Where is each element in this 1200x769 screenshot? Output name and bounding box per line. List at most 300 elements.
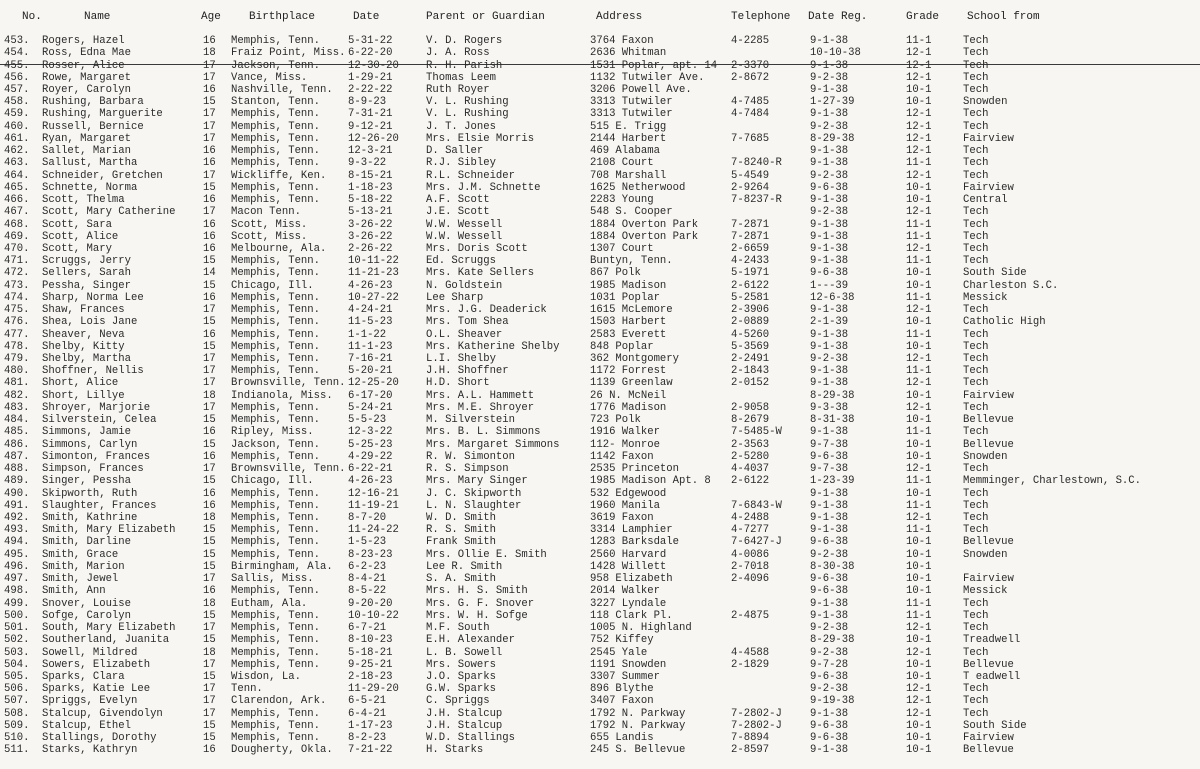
cell-date: 2-18-23 [348, 671, 393, 683]
cell-date: 11-24-22 [348, 524, 399, 537]
cell-school-from: Tech [963, 59, 989, 72]
table-row [0, 219, 1200, 231]
cell-parent: Mrs. J.M. Schnette [426, 181, 541, 194]
cell-name: Short, Lillye [42, 389, 125, 402]
cell-parent: Mrs. Ollie E. Smith [426, 548, 547, 561]
cell-date: 11-1-23 [348, 340, 393, 353]
cell-address: 708 Marshall [590, 169, 667, 182]
cell-grade: 11-1 [906, 499, 932, 512]
cell-address: 1916 Walker [590, 426, 660, 439]
cell-school-from: Snowden [963, 450, 1008, 463]
cell-birthplace: Memphis, Tenn. [231, 316, 321, 329]
cell-date-reg: 9-1-38 [810, 512, 849, 524]
cell-no: 459. [4, 108, 30, 121]
cell-date: 5-31-22 [348, 35, 393, 47]
cell-grade: 10-1 [906, 744, 932, 757]
cell-date: 11-29-20 [348, 683, 399, 696]
cell-no: 484. [4, 414, 30, 427]
cell-name: Russell, Bernice [42, 120, 144, 133]
cell-address: 532 Edgewood [590, 487, 667, 500]
cell-school-from: Snowden [963, 548, 1008, 561]
cell-grade: 12-1 [906, 145, 932, 158]
cell-name: Stallings, Dorothy [42, 732, 157, 745]
cell-date-reg: 9-19-38 [810, 695, 855, 708]
header-age: Age [201, 11, 221, 23]
header-telephone: Telephone [731, 11, 791, 23]
cell-school-from: Tech [963, 365, 989, 378]
cell-address: 2283 Young [590, 194, 654, 206]
cell-parent: N. Goldstein [426, 279, 503, 292]
cell-telephone: 7-2802-J [731, 707, 782, 720]
cell-grade: 10-1 [906, 316, 932, 329]
cell-date: 4-26-23 [348, 279, 393, 292]
cell-grade: 11-1 [906, 475, 932, 488]
cell-parent: A.F. Scott [426, 194, 490, 206]
cell-no: 507. [4, 695, 30, 708]
cell-date-reg: 9-6-38 [810, 719, 849, 732]
cell-parent: Mrs. Tom Shea [426, 316, 509, 329]
table-row [0, 634, 1200, 646]
cell-parent: Mrs. G. F. Snover [426, 597, 535, 610]
cell-no: 489. [4, 475, 30, 488]
cell-age: 17 [203, 573, 216, 586]
cell-school-from: Messick [963, 585, 1008, 598]
cell-date-reg: 9-1-38 [810, 83, 849, 96]
cell-date-reg: 9-1-38 [810, 218, 849, 231]
cell-name: Scott, Sara [42, 218, 112, 231]
cell-age: 15 [203, 181, 216, 194]
cell-age: 18 [203, 389, 216, 402]
cell-grade: 12-1 [906, 71, 932, 84]
cell-school-from: Tech [963, 353, 989, 365]
cell-birthplace: Memphis, Tenn. [231, 512, 321, 524]
cell-address: 3314 Lamphier [590, 524, 673, 537]
cell-date-reg: 9-1-38 [810, 328, 849, 341]
table-row [0, 255, 1200, 267]
cell-date-reg: 9-6-38 [810, 450, 849, 463]
table-row [0, 683, 1200, 695]
cell-no: 494. [4, 536, 30, 549]
cell-school-from: Bellevue [963, 744, 1014, 757]
cell-date: 1-5-23 [348, 536, 387, 549]
cell-parent: Mrs. A.L. Hammett [426, 389, 535, 402]
cell-date-reg: 9-7-38 [810, 463, 849, 476]
cell-grade: 12-1 [906, 646, 932, 659]
cell-parent: Mrs. Kate Sellers [426, 267, 535, 280]
table-row [0, 194, 1200, 206]
cell-name: Smith, Marion [42, 560, 125, 573]
cell-date: 8-5-22 [348, 585, 387, 598]
cell-grade: 10-1 [906, 732, 932, 745]
cell-parent: Mrs. Katherine Shelby [426, 340, 560, 353]
cell-birthplace: Memphis, Tenn. [231, 524, 321, 537]
cell-address: 958 Elizabeth [590, 573, 673, 586]
cell-school-from: Tech [963, 609, 989, 622]
cell-name: Shoffner, Nellis [42, 365, 144, 378]
cell-address: 3307 Summer [590, 671, 660, 683]
cell-school-from: Tech [963, 108, 989, 121]
cell-name: Skipworth, Ruth [42, 487, 138, 500]
cell-grade: 12-1 [906, 132, 932, 145]
cell-parent: E.H. Alexander [426, 634, 516, 647]
cell-birthplace: Memphis, Tenn. [231, 267, 321, 280]
cell-age: 15 [203, 548, 216, 561]
cell-date-reg: 9-6-38 [810, 536, 849, 549]
cell-address: 1884 Overton Park [590, 230, 699, 243]
cell-name: Rushing, Barbara [42, 96, 144, 109]
cell-birthplace: Memphis, Tenn. [231, 732, 321, 745]
cell-address: 1985 Madison [590, 279, 667, 292]
cell-age: 16 [203, 157, 216, 170]
cell-date-reg: 9-1-38 [810, 499, 849, 512]
cell-address: 1792 N. Parkway [590, 719, 686, 732]
cell-age: 17 [203, 353, 216, 365]
cell-date-reg: 8-29-38 [810, 634, 855, 647]
cell-address: 1191 Snowden [590, 658, 667, 671]
cell-parent: R.J. Sibley [426, 157, 496, 170]
cell-date: 6-17-20 [348, 389, 393, 402]
cell-name: Ryan, Margaret [42, 132, 132, 145]
cell-name: Royer, Carolyn [42, 83, 132, 96]
cell-parent: V. L. Rushing [426, 96, 509, 109]
table-row [0, 170, 1200, 182]
cell-grade: 11-1 [906, 35, 932, 47]
table-row [0, 622, 1200, 634]
table-row [0, 47, 1200, 59]
cell-no: 471. [4, 255, 30, 268]
cell-parent: R. W. Simonton [426, 450, 516, 463]
cell-age: 15 [203, 438, 216, 451]
cell-name: Pessha, Singer [42, 279, 132, 292]
cell-school-from: Tech [963, 206, 989, 219]
cell-name: Sowers, Elizabeth [42, 658, 151, 671]
cell-name: Shelby, Kitty [42, 340, 125, 353]
cell-date: 3-26-22 [348, 230, 393, 243]
cell-name: Sheaver, Neva [42, 328, 125, 341]
cell-telephone: 7-2871 [731, 230, 770, 243]
cell-age: 17 [203, 59, 216, 72]
cell-parent: W.W. Wessell [426, 230, 503, 243]
cell-birthplace: Memphis, Tenn. [231, 707, 321, 720]
cell-grade: 10-1 [906, 573, 932, 586]
table-row [0, 182, 1200, 194]
cell-parent: S. A. Smith [426, 573, 496, 586]
cell-grade: 10-1 [906, 536, 932, 549]
cell-birthplace: Memphis, Tenn. [231, 194, 321, 206]
cell-date-reg: 9-6-38 [810, 267, 849, 280]
cell-school-from: Tech [963, 120, 989, 133]
cell-date-reg: 1-23-39 [810, 475, 855, 488]
cell-date-reg: 12-6-38 [810, 291, 855, 304]
cell-birthplace: Vance, Miss. [231, 71, 308, 84]
table-row [0, 426, 1200, 438]
table-row [0, 35, 1200, 47]
cell-age: 16 [203, 499, 216, 512]
cell-age: 15 [203, 536, 216, 549]
cell-date-reg: 9-1-38 [810, 744, 849, 757]
cell-parent: R. S. Simpson [426, 463, 509, 476]
cell-date-reg: 9-1-38 [810, 365, 849, 378]
cell-school-from: Messick [963, 291, 1008, 304]
cell-school-from: Tech [963, 47, 989, 60]
cell-name: Shroyer, Marjorie [42, 401, 151, 414]
cell-no: 476. [4, 316, 30, 329]
table-row [0, 561, 1200, 573]
cell-school-from: Tech [963, 622, 989, 634]
cell-age: 16 [203, 218, 216, 231]
table-row [0, 157, 1200, 169]
cell-name: Silverstein, Celea [42, 414, 157, 427]
cell-name: Shaw, Frances [42, 304, 125, 317]
cell-address: 1307 Court [590, 242, 654, 255]
cell-telephone: 2-6122 [731, 475, 770, 488]
cell-name: Sparks, Clara [42, 671, 125, 683]
cell-grade: 11-1 [906, 157, 932, 170]
cell-date-reg: 9-6-38 [810, 573, 849, 586]
cell-birthplace: Wisdon, La. [231, 671, 301, 683]
cell-date: 6-22-21 [348, 463, 393, 476]
cell-name: Scruggs, Jerry [42, 255, 132, 268]
cell-telephone: 2-1843 [731, 365, 770, 378]
cell-age: 16 [203, 83, 216, 96]
table-row [0, 488, 1200, 500]
cell-date: 11-21-23 [348, 267, 399, 280]
cell-parent: H. Starks [426, 744, 484, 757]
cell-parent: Mrs. H. S. Smith [426, 585, 528, 598]
table-row [0, 512, 1200, 524]
cell-no: 473. [4, 279, 30, 292]
cell-no: 468. [4, 218, 30, 231]
cell-grade: 12-1 [906, 47, 932, 60]
cell-no: 510. [4, 732, 30, 745]
cell-address: 1428 Willett [590, 560, 667, 573]
cell-date: 9-12-21 [348, 120, 393, 133]
table-row [0, 585, 1200, 597]
cell-telephone: 2-0889 [731, 316, 770, 329]
cell-age: 16 [203, 487, 216, 500]
cell-parent: Mrs. Sowers [426, 658, 496, 671]
cell-grade: 12-1 [906, 59, 932, 72]
cell-school-from: Memminger, Charlestown, S.C. [963, 475, 1142, 488]
cell-telephone: 4-7485 [731, 96, 770, 109]
cell-telephone: 4-7277 [731, 524, 770, 537]
cell-birthplace: Memphis, Tenn. [231, 108, 321, 121]
cell-telephone: 7-2871 [731, 218, 770, 231]
cell-date-reg: 9-2-38 [810, 683, 849, 696]
cell-age: 16 [203, 242, 216, 255]
table-row [0, 414, 1200, 426]
cell-birthplace: Memphis, Tenn. [231, 353, 321, 365]
cell-age: 15 [203, 475, 216, 488]
cell-name: Scott, Mary [42, 242, 112, 255]
cell-parent: H.D. Short [426, 377, 490, 390]
cell-name: Spriggs, Evelyn [42, 695, 138, 708]
cell-age: 17 [203, 169, 216, 182]
cell-name: Smith, Mary Elizabeth [42, 524, 176, 537]
cell-telephone: 8-2679 [731, 414, 770, 427]
cell-address: 3619 Faxon [590, 512, 654, 524]
table-row [0, 524, 1200, 536]
cell-no: 472. [4, 267, 30, 280]
cell-address: 245 S. Bellevue [590, 744, 686, 757]
cell-grade: 10-1 [906, 585, 932, 598]
cell-address: 848 Poplar [590, 340, 654, 353]
cell-parent: Thomas Leem [426, 71, 496, 84]
cell-date-reg: 10-10-38 [810, 47, 861, 60]
cell-grade: 12-1 [906, 695, 932, 708]
cell-address: 867 Polk [590, 267, 641, 280]
cell-grade: 12-1 [906, 622, 932, 634]
table-row [0, 341, 1200, 353]
cell-telephone: 4-2433 [731, 255, 770, 268]
cell-no: 482. [4, 389, 30, 402]
cell-school-from: South Side [963, 719, 1027, 732]
cell-school-from: Tech [963, 340, 989, 353]
cell-no: 505. [4, 671, 30, 683]
cell-telephone: 2-3906 [731, 304, 770, 317]
cell-parent: Frank Smith [426, 536, 496, 549]
cell-name: Sallet, Marian [42, 145, 132, 158]
cell-school-from: Tech [963, 524, 989, 537]
cell-date: 12-30-20 [348, 59, 399, 72]
cell-age: 16 [203, 585, 216, 598]
cell-parent: L.I. Shelby [426, 353, 496, 365]
cell-address: 1172 Forrest [590, 365, 667, 378]
cell-parent: Mrs. Margaret Simmons [426, 438, 560, 451]
cell-grade: 12-1 [906, 304, 932, 317]
cell-birthplace: Scott, Miss. [231, 218, 308, 231]
table-row [0, 353, 1200, 365]
cell-address: 3206 Powell Ave. [590, 83, 692, 96]
cell-no: 498. [4, 585, 30, 598]
cell-date: 5-24-21 [348, 401, 393, 414]
table-row [0, 292, 1200, 304]
cell-parent: W.D. Stallings [426, 732, 516, 745]
cell-telephone: 4-0086 [731, 548, 770, 561]
cell-date: 6-4-21 [348, 707, 387, 720]
cell-school-from: Tech [963, 512, 989, 524]
cell-school-from: Tech [963, 695, 989, 708]
cell-date-reg: 8-31-38 [810, 414, 855, 427]
table-row [0, 598, 1200, 610]
cell-date: 5-18-21 [348, 646, 393, 659]
cell-grade: 10-1 [906, 719, 932, 732]
cell-grade: 11-1 [906, 597, 932, 610]
cell-name: Sharp, Norma Lee [42, 291, 144, 304]
cell-birthplace: Memphis, Tenn. [231, 658, 321, 671]
cell-address: 1005 N. Highland [590, 622, 692, 634]
cell-date: 5-18-22 [348, 194, 393, 206]
cell-date-reg: 9-1-38 [810, 304, 849, 317]
cell-grade: 10-1 [906, 181, 932, 194]
cell-birthplace: Memphis, Tenn. [231, 585, 321, 598]
cell-date: 8-2-23 [348, 732, 387, 745]
cell-address: 2545 Yale [590, 646, 648, 659]
cell-no: 497. [4, 573, 30, 586]
cell-age: 15 [203, 609, 216, 622]
cell-age: 17 [203, 463, 216, 476]
cell-no: 485. [4, 426, 30, 439]
cell-date: 1-17-23 [348, 719, 393, 732]
cell-birthplace: Macon Tenn. [231, 206, 301, 219]
table-row [0, 536, 1200, 548]
cell-birthplace: Wickliffe, Ken. [231, 169, 327, 182]
cell-age: 17 [203, 132, 216, 145]
cell-birthplace: Indianola, Miss. [231, 389, 333, 402]
cell-name: Ross, Edna Mae [42, 47, 132, 60]
cell-birthplace: Memphis, Tenn. [231, 487, 321, 500]
cell-age: 18 [203, 512, 216, 524]
cell-birthplace: Tenn. [231, 683, 263, 696]
cell-school-from: Tech [963, 157, 989, 170]
cell-age: 16 [203, 194, 216, 206]
cell-age: 17 [203, 377, 216, 390]
cell-parent: O.L. Sheaver [426, 328, 503, 341]
cell-no: 454. [4, 47, 30, 60]
cell-date-reg: 9-1-38 [810, 609, 849, 622]
cell-age: 17 [203, 71, 216, 84]
cell-date: 4-24-21 [348, 304, 393, 317]
table-row [0, 610, 1200, 622]
cell-telephone: 2-8672 [731, 71, 770, 84]
cell-age: 15 [203, 560, 216, 573]
cell-parent: J.O. Sparks [426, 671, 496, 683]
cell-address: 362 Montgomery [590, 353, 680, 365]
cell-date: 5-25-23 [348, 438, 393, 451]
cell-grade: 11-1 [906, 255, 932, 268]
cell-birthplace: Chicago, Ill. [231, 279, 314, 292]
cell-telephone: 2-8597 [731, 744, 770, 757]
cell-date: 6-2-23 [348, 560, 387, 573]
cell-date-reg: 9-7-38 [810, 438, 849, 451]
cell-birthplace: Chicago, Ill. [231, 475, 314, 488]
cell-address: 1615 McLemore [590, 304, 673, 317]
cell-address: 1884 Overton Park [590, 218, 699, 231]
cell-school-from: Tech [963, 304, 989, 317]
cell-parent: V. L. Rushing [426, 108, 509, 121]
cell-age: 16 [203, 35, 216, 47]
cell-date: 12-16-21 [348, 487, 399, 500]
cell-date-reg: 8-30-38 [810, 560, 855, 573]
cell-telephone: 2-5280 [731, 450, 770, 463]
cell-grade: 10-1 [906, 450, 932, 463]
cell-date: 11-5-23 [348, 316, 393, 329]
cell-parent: C. Spriggs [426, 695, 490, 708]
cell-name: Singer, Pessha [42, 475, 132, 488]
cell-telephone: 7-6427-J [731, 536, 782, 549]
table-row [0, 573, 1200, 585]
cell-date: 4-29-22 [348, 450, 393, 463]
cell-date-reg: 9-1-38 [810, 59, 849, 72]
header-name: Name [84, 11, 111, 23]
cell-date-reg: 9-1-38 [810, 145, 849, 158]
cell-parent: Ed. Scruggs [426, 255, 496, 268]
cell-school-from: Tech [963, 463, 989, 476]
cell-no: 496. [4, 560, 30, 573]
cell-address: 1031 Poplar [590, 291, 660, 304]
cell-birthplace: Memphis, Tenn. [231, 157, 321, 170]
cell-name: South, Mary Elizabeth [42, 622, 176, 634]
cell-no: 465. [4, 181, 30, 194]
cell-name: Sellers, Sarah [42, 267, 132, 280]
cell-address: 655 Landis [590, 732, 654, 745]
cell-address: 3313 Tutwiler [590, 108, 673, 121]
cell-date-reg: 9-2-38 [810, 622, 849, 634]
table-row [0, 206, 1200, 218]
cell-birthplace: Memphis, Tenn. [231, 609, 321, 622]
cell-telephone: 5-1971 [731, 267, 770, 280]
cell-grade: 12-1 [906, 512, 932, 524]
